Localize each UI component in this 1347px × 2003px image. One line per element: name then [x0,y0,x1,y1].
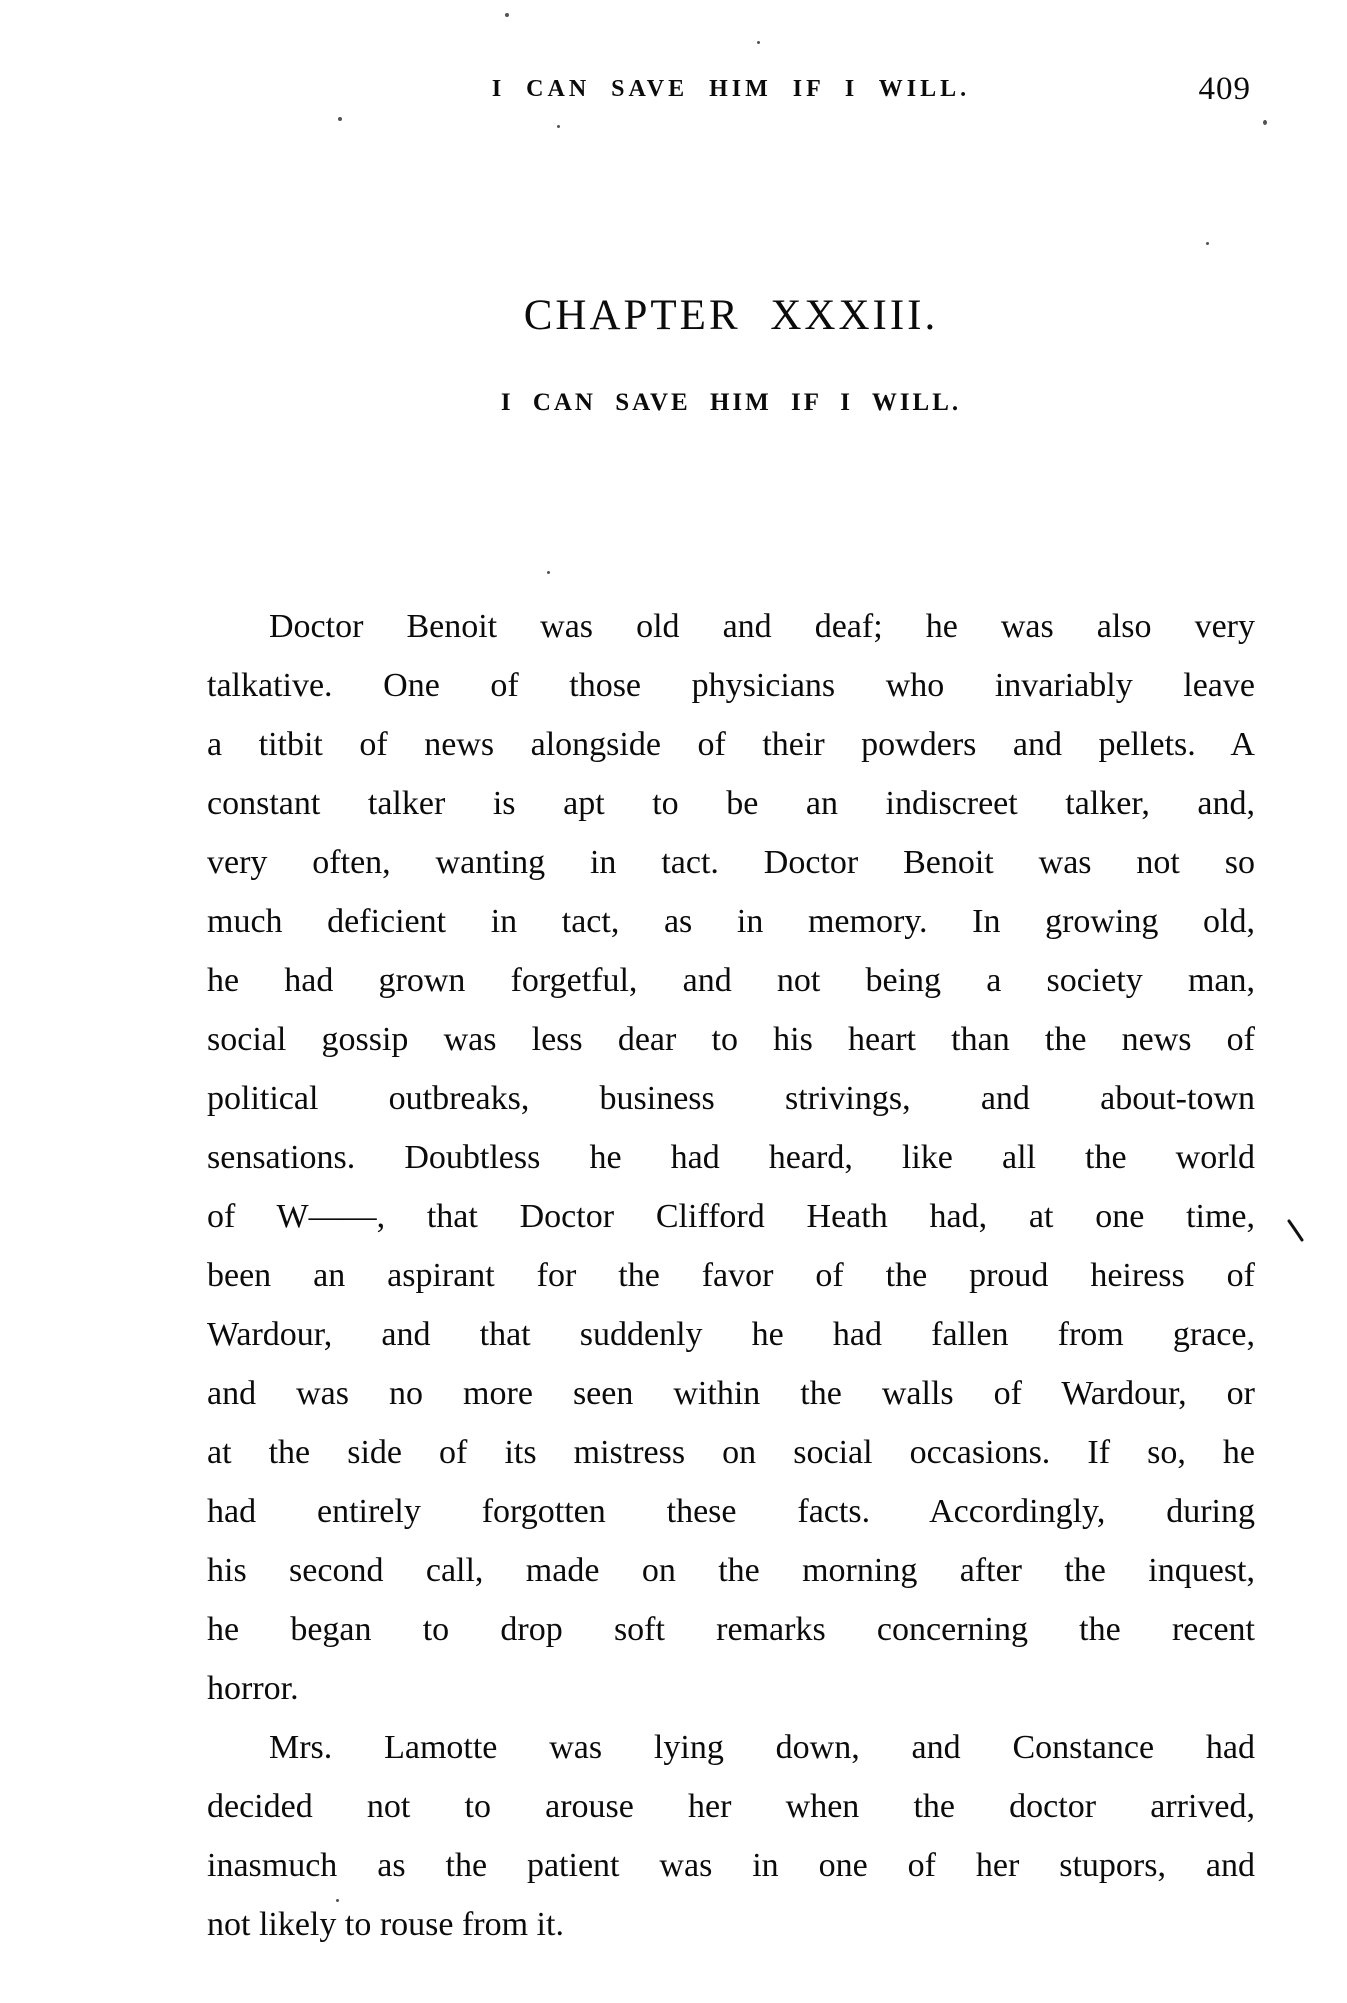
text-line: his second call, made on the morning after the inquest, [207,1552,1255,1589]
text-line: not likely to rouse from it. [207,1906,564,1943]
text-line: he had grown forgetful, and not being a society man, [207,962,1255,999]
text-line: at the side of its mistress on social occasions. If so, he [207,1434,1255,1471]
paragraph [207,597,1255,1718]
text-line: political outbreaks, business strivings, and about-town [207,1080,1255,1117]
text-line: constant talker is apt to be an indiscreet talker, and, [207,785,1255,822]
text-line: sensations. Doubtless he had heard, like all the world [207,1139,1255,1176]
scan-artifact-dot [1263,120,1267,125]
chapter-subtitle: I CAN SAVE HIM IF I WILL. [500,389,962,416]
text-line: he began to drop soft remarks concerning the recent [207,1611,1255,1648]
text-line: much deficient in tact, as in memory. In growing old, [207,903,1255,940]
scan-artifact-dot [505,13,509,17]
running-head: I CAN SAVE HIM IF I WILL. [491,76,971,102]
text-line: horror. [207,1670,299,1707]
scan-artifact-dot [547,571,550,574]
scan-artifact-dot [757,41,760,44]
text-line: a titbit of news alongside of their powders and pellets. A [207,726,1255,763]
text-line: very often, wanting in tact. Doctor Benoit was not so [207,844,1255,881]
paragraph [207,1718,1255,1954]
margin-mark-icon [1286,1218,1306,1244]
chapter-heading: CHAPTER XXXIII. [523,292,939,339]
scan-artifact-dot [1206,242,1209,245]
text-line: and was no more seen within the walls of Wardour, or [207,1375,1255,1412]
text-line: of W——, that Doctor Clifford Heath had, at one time, [207,1198,1255,1235]
scan-artifact-dot [557,125,560,128]
scan-artifact-dot [336,1899,339,1902]
page-header [207,70,1255,108]
text-line: talkative. One of those physicians who invariably leave [207,667,1255,704]
text-line: Doctor Benoit was old and deaf; he was also very [269,608,1255,645]
text-line: social gossip was less dear to his heart than the news of [207,1021,1255,1058]
page-number: 409 [1198,71,1251,107]
text-line: inasmuch as the patient was in one of her stupors, and [207,1847,1255,1884]
text-line: been an aspirant for the favor of the proud heiress of [207,1257,1255,1294]
text-line: Mrs. Lamotte was lying down, and Constance had [269,1729,1255,1766]
body-text [207,597,1255,1954]
text-line: Wardour, and that suddenly he had fallen from grace, [207,1316,1255,1353]
text-line: had entirely forgotten these facts. Accordingly, during [207,1493,1255,1530]
scan-artifact-dot [338,117,342,121]
text-line: decided not to arouse her when the doctor arrived, [207,1788,1255,1825]
